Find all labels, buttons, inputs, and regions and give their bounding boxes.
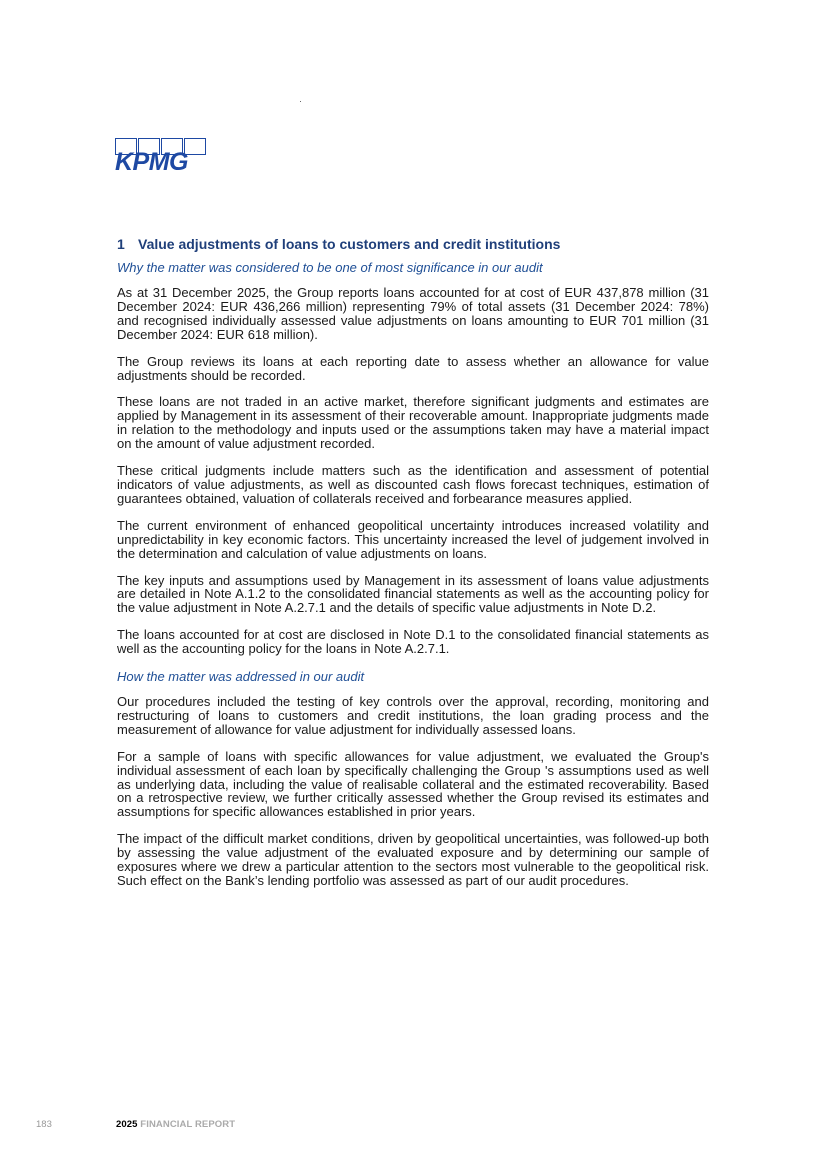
page-number: 183	[36, 1119, 52, 1130]
section-title: Value adjustments of loans to customers and credit institutions	[138, 236, 561, 252]
paragraph: As at 31 December 2025, the Group reports loans accounted for at cost of EUR 437,878 million (31 December 2024: EUR 436,266 million) representing 79% of total assets (31 December 2024: 78%) and recognised individually assessed value adjustments on loans amounting to EUR 701 million (31 December 2024: EUR 618 million).	[117, 285, 709, 342]
paragraph: These loans are not traded in an active market, therefore significant judgments and estimates are applied by Management in its assessment of their recoverable amount. Inappropriate judgments made in relation to the methodology and inputs used or the assumptions taken may have a material impact on the amount of value adjustment recorded.	[117, 394, 709, 452]
subheading-significance: Why the matter was considered to be one of most significance in our audit	[117, 260, 543, 275]
section-number: 1	[117, 236, 125, 252]
paragraph: The Group reviews its loans at each reporting date to assess whether an allowance for value adjustments should be recorded.	[117, 353, 709, 383]
paragraph: Our procedures included the testing of key controls over the approval, recording, monitoring and restructuring of loans to customers and credit institutions, the loan grading process and the measurement of allowance for value adjustment for individually assessed loans.	[117, 694, 709, 737]
paragraph: The impact of the difficult market conditions, driven by geopolitical uncertainties, was followed-up both by assessing the value adjustment of the evaluated exposure and by determining our sample of exposures where we drew a particular attention to the sectors most vulnerable to the geopolitical risk. Such effect on the Bank’s lending portfolio was assessed as part of our audit procedures.	[117, 831, 709, 888]
section-heading	[117, 236, 709, 253]
kpmg-logo	[115, 138, 213, 178]
paragraph: The current environment of enhanced geopolitical uncertainty introduces increased volatility and unpredictability in key economic factors. This uncertainty increased the level of judgement involved in the determination and calculation of value adjustments on loans.	[117, 517, 709, 561]
main-content	[117, 236, 709, 901]
footer-year: 2025	[116, 1119, 138, 1130]
paragraph: These critical judgments include matters such as the identification and assessment of potential indicators of value adjustments, as well as discounted cash flows forecast techniques, estimation of guarantees obtained, valuation of collaterals received and forbearance measures applied.	[117, 463, 709, 506]
subheading-addressed: How the matter was addressed in our audit	[117, 669, 365, 685]
footer-report-name: FINANCIAL REPORT	[140, 1119, 236, 1130]
footer-report-title	[116, 1119, 235, 1130]
paragraph: The key inputs and assumptions used by Management in its assessment of loans value adjustments are detailed in Note A.1.2 to the consolidated financial statements as well as the accounting policy for the value adjustment in Note A.2.7.1 and the details of specific value adjustments in Note D.2.	[117, 572, 709, 616]
stray-dot	[300, 101, 301, 102]
paragraph: The loans accounted for at cost are disclosed in Note D.1 to the consolidated financial statements as well as the accounting policy for the loans in Note A.2.7.1.	[117, 627, 709, 657]
paragraph: For a sample of loans with specific allowances for value adjustment, we evaluated the Group's individual assessment of each loan by specifically challenging the Group 's assumptions used as well as underlying data, including the value of realisable collateral and the estimated recoverability. Based on a retrospective review, we further critically assessed whether the Group revised its estimates and assumptions for specific allowances established in prior years.	[117, 748, 709, 820]
logo-wordmark: KPMG	[115, 148, 188, 176]
